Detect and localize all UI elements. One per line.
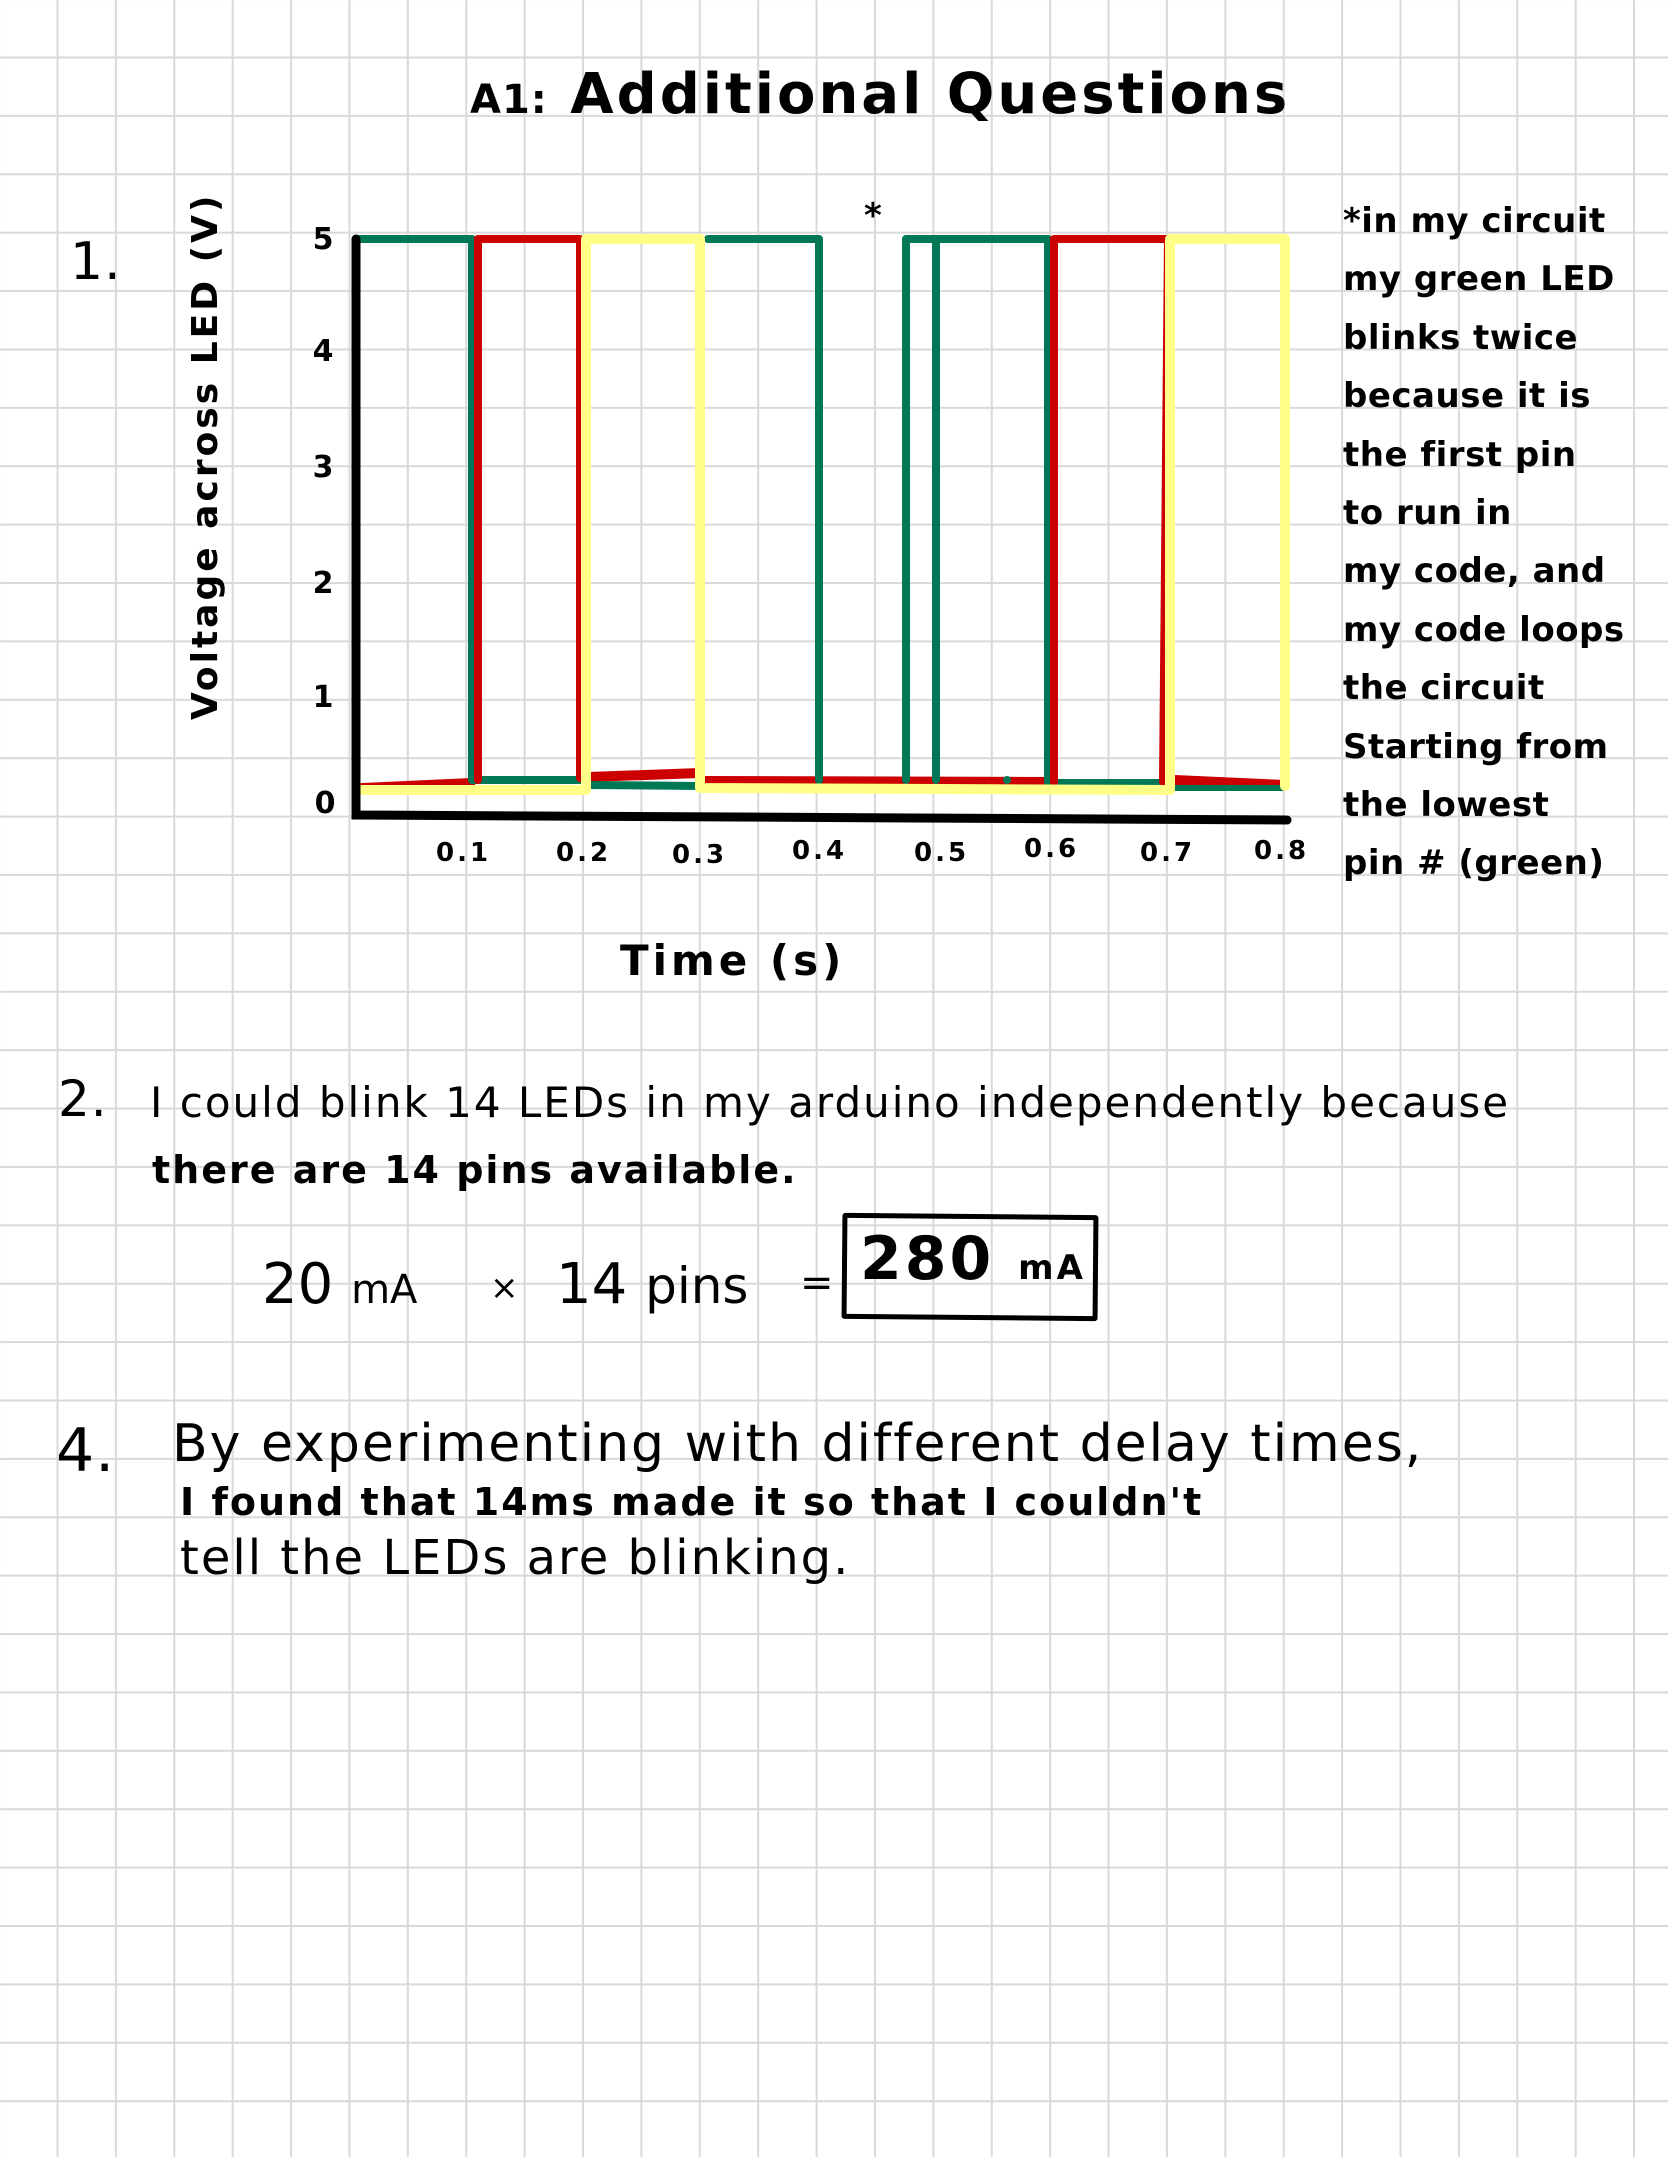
x-tick-0.2: 0.2 (556, 838, 612, 868)
green-trace-2 (936, 239, 1048, 780)
x-axis-label: Time (s) (620, 936, 846, 985)
pin-unit: pins (645, 1257, 749, 1315)
y-tick-4: 4 (312, 334, 334, 369)
equals-sign: = (800, 1260, 834, 1306)
red-low-2 (588, 773, 700, 777)
multiply-sign: × (490, 1268, 519, 1308)
x-tick-0.1: 0.1 (436, 838, 492, 868)
y-tick-5: 5 (312, 222, 334, 257)
equation-pin-count (556, 1252, 748, 1317)
x-tick-0.7: 0.7 (1140, 838, 1196, 868)
equation-result (860, 1224, 1086, 1294)
note-line: pin # (green) (1343, 843, 1605, 884)
title-prefix: A1: (470, 77, 548, 123)
note-line: my code, and (1343, 551, 1606, 592)
title-text: Additional Questions (570, 62, 1291, 127)
answer-2-line-1: I could blink 14 LEDs in my arduino independently because (150, 1078, 1511, 1127)
note-line: the lowest (1343, 784, 1550, 825)
result-value: 280 (860, 1224, 995, 1294)
green-low-2 (588, 785, 700, 786)
x-tick-0.4: 0.4 (792, 836, 848, 866)
note-line: the circuit (1343, 668, 1545, 709)
x-tick-0.8: 0.8 (1254, 836, 1310, 866)
x-tick-0.6: 0.6 (1024, 834, 1080, 864)
answer-2-line-2: there are 14 pins available. (152, 1148, 798, 1192)
yellow-trace (362, 239, 1285, 790)
question-2-number: 2. (58, 1070, 108, 1128)
y-axis-label: Voltage across LED (V) (185, 192, 226, 720)
note-line: blinks twice (1343, 317, 1579, 358)
side-note (1343, 196, 1663, 897)
current-value: 20 (262, 1252, 334, 1317)
question-1-number: 1. (70, 232, 122, 292)
red-low-3 (702, 781, 1051, 782)
pin-count-value: 14 (556, 1252, 628, 1317)
x-tick-0.3: 0.3 (672, 840, 728, 870)
note-line: my code loops (1343, 609, 1625, 650)
answer-4-line-3: tell the LEDs are blinking. (180, 1530, 851, 1586)
answer-4-line-2: I found that 14ms made it so that I couldn't (180, 1480, 1204, 1524)
answer-4-line-1: By experimenting with different delay times, (172, 1414, 1424, 1474)
y-tick-2: 2 (312, 566, 334, 601)
red-low-4 (1175, 780, 1285, 785)
note-line: the first pin (1343, 434, 1577, 475)
note-line: because it is (1343, 376, 1591, 417)
y-tick-0: 0 (314, 786, 336, 821)
note-line: my green LED (1343, 259, 1615, 300)
note-line: *in my circuit (1343, 201, 1606, 241)
y-tick-1: 1 (312, 680, 334, 715)
x-tick-0.5: 0.5 (914, 838, 970, 868)
asterisk-marker: * (864, 196, 882, 236)
note-line: to run in (1343, 492, 1512, 533)
note-line: Starting from (1343, 726, 1609, 767)
equation-current-per-pin (262, 1252, 417, 1317)
current-unit: mA (351, 1267, 418, 1313)
result-unit: mA (1018, 1248, 1086, 1288)
y-tick-3: 3 (312, 450, 334, 485)
question-4-number: 4. (56, 1416, 116, 1486)
